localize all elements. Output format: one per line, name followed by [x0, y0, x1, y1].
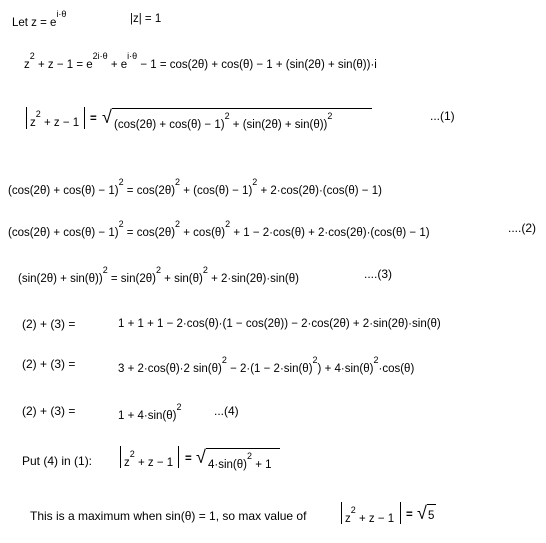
l9-rad-rest: + 1 [252, 458, 272, 471]
abs-bar-right-3 [400, 502, 401, 524]
sum-step-2 [118, 355, 415, 375]
l2-z-exp: 2 [35, 109, 41, 119]
l2-equals [90, 114, 97, 126]
sum-step-1 [118, 319, 441, 331]
eq1-tag-text: ...(1) [430, 109, 455, 123]
cos-square-expanded [8, 219, 430, 239]
radical-sign-3: √ [417, 503, 427, 523]
radical-sign-2: √ [196, 447, 206, 467]
eq2-tag-text: ....(2) [508, 221, 537, 235]
radical-overline [112, 108, 372, 109]
l9-equals [185, 454, 192, 466]
l9-z-exp: 2 [129, 449, 135, 459]
l8-a-exp: 2 [176, 402, 182, 412]
l3-b: = cos(2θ) [123, 184, 176, 197]
l1-rest: − 1 = cos(2θ) + cos(θ) − 1 + (sin(2θ) + sin(θ))·i [137, 58, 377, 71]
l7-label: (2) + (3) = [22, 357, 76, 371]
radicand [114, 111, 333, 131]
let-text: Let z = e [12, 16, 57, 29]
sum-step-3 [118, 402, 182, 422]
modulus-z-text: |z| = 1 [130, 13, 162, 25]
expansion-line [24, 51, 377, 71]
l5-a: (sin(2θ) + sin(θ)) [18, 272, 103, 285]
l4-c-exp: 2 [225, 219, 231, 229]
l8-label: (2) + (3) = [22, 404, 76, 418]
l2-rad-a: (cos(2θ) + cos(θ) − 1) [114, 118, 225, 131]
modulus-expression-2 [124, 449, 174, 469]
eq4-tag [214, 405, 239, 417]
l10-rad: 5 [428, 510, 435, 522]
eq4-tag-text: ...(4) [214, 404, 239, 418]
abs-bar-left-3 [341, 502, 342, 524]
abs-bar-left [26, 107, 27, 129]
l4-a: (cos(2θ) + cos(θ) − 1) [8, 226, 119, 239]
l7-f: ·cos(θ) [378, 362, 415, 375]
sum-label-1 [22, 318, 75, 330]
l2-z: z [30, 116, 36, 129]
l9-rest: + z − 1 [134, 456, 174, 469]
l10-equals [406, 510, 413, 522]
l7-a: 3 + 2·cos(θ)·2 sin(θ) [118, 362, 222, 375]
l5-b: = sin(2θ) [107, 272, 156, 285]
eq1-tag [430, 110, 455, 122]
l9-eq: = [185, 453, 192, 465]
l5-a-exp: 2 [102, 265, 108, 275]
eq2-tag [508, 222, 536, 234]
l7-e: + 4·sin(θ) [321, 362, 374, 375]
l10-rest: + z − 1 [355, 512, 395, 525]
l3-b-exp: 2 [175, 177, 181, 187]
l7-c: (1 − 2·sin(θ) [250, 362, 313, 375]
l2-rad-b-exp: 2 [327, 111, 333, 121]
radical-overline-3 [427, 504, 436, 505]
sum-label-3 [22, 405, 75, 417]
l7-c-exp: 2 [312, 355, 318, 365]
l9-rad: 4·sin(θ) [208, 458, 247, 471]
l4-b: = cos(2θ) [123, 226, 176, 239]
l3-a: (cos(2θ) + cos(θ) − 1) [8, 184, 119, 197]
l5-c: + sin(θ) [160, 272, 203, 285]
cos-square-expansion [8, 177, 382, 197]
sum-label-2 [22, 358, 75, 370]
l10-eq: = [406, 509, 413, 521]
eq3-tag-text: ....(3) [364, 267, 393, 281]
l4-a-exp: 2 [118, 219, 124, 229]
l7-a-exp: 2 [221, 355, 227, 365]
l8-a: 1 + 4·sin(θ) [118, 409, 177, 422]
radical-sign: √ [102, 107, 112, 127]
l4-d: + 1 − 2·cos(θ) + 2·cos(2θ)·(cos(θ) − 1) [230, 226, 430, 239]
l6-label: (2) + (3) = [22, 317, 76, 331]
abs-bar-left-2 [120, 446, 121, 468]
eq3-tag [364, 268, 392, 280]
l7-e-exp: 2 [373, 355, 379, 365]
modulus-z [130, 14, 161, 26]
radicand-2 [208, 451, 272, 471]
l1-plus-e: + e [107, 58, 128, 71]
l2-rad-b: + (sin(2θ) + sin(θ)) [229, 118, 328, 131]
abs-bar-right-2 [178, 446, 179, 468]
l3-c: + (cos(θ) − 1) [180, 184, 253, 197]
l5-b-exp: 2 [155, 265, 161, 275]
l10-z-exp: 2 [350, 505, 356, 515]
l6-rhs: 1 + 1 + 1 − 2·cos(θ)·(1 − cos(2θ)) − 2·cos(2θ) + 2·sin(2θ)·sin(θ) [118, 318, 441, 330]
l2-rest: + z − 1 [40, 116, 80, 129]
l7-b: − 2· [226, 362, 251, 375]
l10-text: This is a maximum when sin(θ) = 1, so max value of [30, 509, 307, 523]
modulus-expression-3 [345, 505, 395, 525]
l1-z: z [24, 58, 30, 71]
l9-label: Put (4) in (1): [22, 454, 93, 468]
substitution-label [22, 455, 92, 467]
modulus-expression [30, 109, 80, 129]
l3-a-exp: 2 [118, 177, 124, 187]
l9-z: z [124, 456, 130, 469]
abs-bar-right [84, 107, 85, 129]
l1-mid: + z − 1 = e [34, 58, 93, 71]
l2-rad-a-exp: 2 [224, 111, 230, 121]
l3-c-exp: 2 [252, 177, 258, 187]
l1-e-exp: 2i·θ [92, 51, 108, 61]
l5-c-exp: 2 [202, 265, 208, 275]
l7-d: ) [317, 362, 322, 375]
l5-d: + 2·sin(2θ)·sin(θ) [207, 272, 299, 285]
l9-rad-exp: 2 [246, 451, 252, 461]
l2-eq: = [90, 113, 97, 125]
radical-overline-2 [206, 448, 280, 449]
l1-e2-exp: i·θ [127, 51, 138, 61]
radicand-3 [428, 511, 434, 523]
l4-c: + cos(θ) [180, 226, 226, 239]
let-exponent: i·θ [56, 9, 67, 19]
conclusion-text [30, 510, 306, 522]
l4-b-exp: 2 [175, 219, 181, 229]
l3-d: + 2·cos(2θ)·(cos(θ) − 1) [257, 184, 382, 197]
l10-z: z [345, 512, 351, 525]
l1-z-exp: 2 [29, 51, 35, 61]
sin-square-expansion [18, 265, 299, 285]
